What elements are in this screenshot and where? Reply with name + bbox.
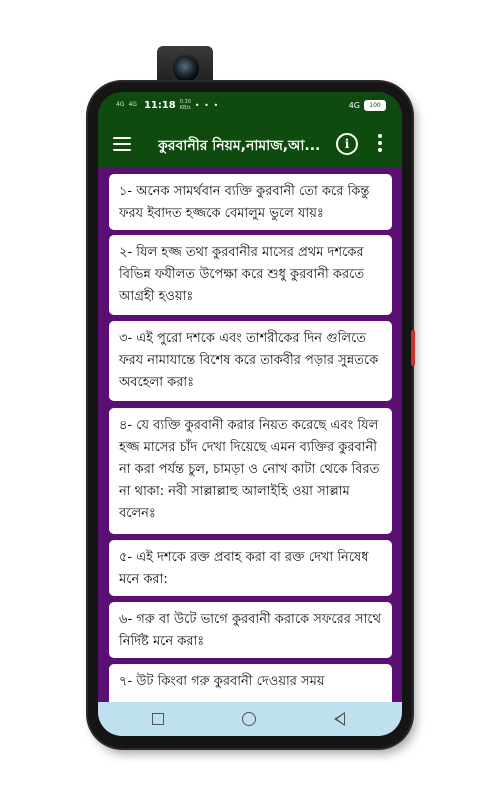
notification-dots: • • • xyxy=(194,100,220,110)
back-icon[interactable] xyxy=(334,712,345,726)
speed-unit: KB/s xyxy=(179,105,191,111)
info-icon[interactable]: i xyxy=(336,133,358,155)
list-item[interactable] xyxy=(109,602,392,658)
network-indicator-1: 4G xyxy=(116,101,125,108)
list-item[interactable] xyxy=(109,321,392,401)
list-item[interactable] xyxy=(109,408,392,534)
list-item-text: ৬- গরু বা উটে ভাগে কুরবানী করাকে সফরের সাথে নির্দিষ্ট মনে করাঃ xyxy=(119,612,382,649)
battery-icon: 100 xyxy=(364,100,386,111)
page-title: কুরবানীর নিয়ম,নামাজ,আ... xyxy=(158,138,321,154)
list-item-text: ২- যিল হজ্জ তথা কুরবানীর মাসের প্রথম দশকের বিভিন্ন ফযীলত উপেক্ষা করে শুধু কুরবানী করতে আগ্রহী হওয়াঃ xyxy=(119,245,365,304)
list-item-text: ৫- এই দশকে রক্ত প্রবাহ করা বা রক্ত দেখা নিষেধ মনে করা: xyxy=(119,550,369,587)
list-item[interactable] xyxy=(109,540,392,596)
network-speed xyxy=(180,99,191,111)
home-icon[interactable] xyxy=(242,712,256,726)
power-button xyxy=(411,330,415,366)
navigation-bar xyxy=(98,702,402,736)
signal-icon: 4G xyxy=(348,101,360,110)
list-item-text: ৩- এই পুরো দশকে এবং তাশরীকের দিন গুলিতে ফরয নামাযান্তে বিশেষ করে তাকবীর পড়ার সুন্নতকে অবহেলা করাঃ xyxy=(119,331,379,390)
hamburger-menu-icon[interactable] xyxy=(113,137,131,151)
list-item[interactable] xyxy=(109,664,392,702)
list-item-text: ৪- যে ব্যক্তি কুরবানী করার নিয়ত করেছে এবং যিল হজ্জ মাসের চাঁদ দেখা দিয়েছে এমন ব্যক্তির কুরবানী না করা পর্যন্ত চুল, চামড়া ও নোখ কাটা থেকে বিরত না থাকা: নবী সাল্লাল্লাহু আলাইহি ওয়া সাল্লাম বলেনঃ xyxy=(119,418,380,521)
network-indicator-2: 4G xyxy=(128,101,137,108)
recent-apps-icon[interactable] xyxy=(152,713,164,725)
list-item-text: ১- অনেক সামর্থবান ব্যক্তি কুরবানী তো করে কিন্তু ফরয ইবাদত হজ্জকে বেমালুম ভুলে যায়ঃ xyxy=(119,184,370,221)
status-right xyxy=(349,100,386,111)
camera-lens-icon xyxy=(171,54,201,84)
status-left xyxy=(116,99,219,111)
cards-list[interactable] xyxy=(98,168,402,702)
speed-value: 0.30 xyxy=(179,99,191,105)
list-item[interactable] xyxy=(109,174,392,230)
more-options-icon[interactable] xyxy=(378,134,382,154)
status-bar xyxy=(98,92,402,120)
app-toolbar xyxy=(98,120,402,168)
status-time: 11:18 xyxy=(143,99,176,111)
phone-screen xyxy=(98,92,402,736)
list-item[interactable] xyxy=(109,235,392,315)
list-item-text: ৭- উট কিংবা গরু কুরবানী দেওয়ার সময় xyxy=(119,674,325,689)
